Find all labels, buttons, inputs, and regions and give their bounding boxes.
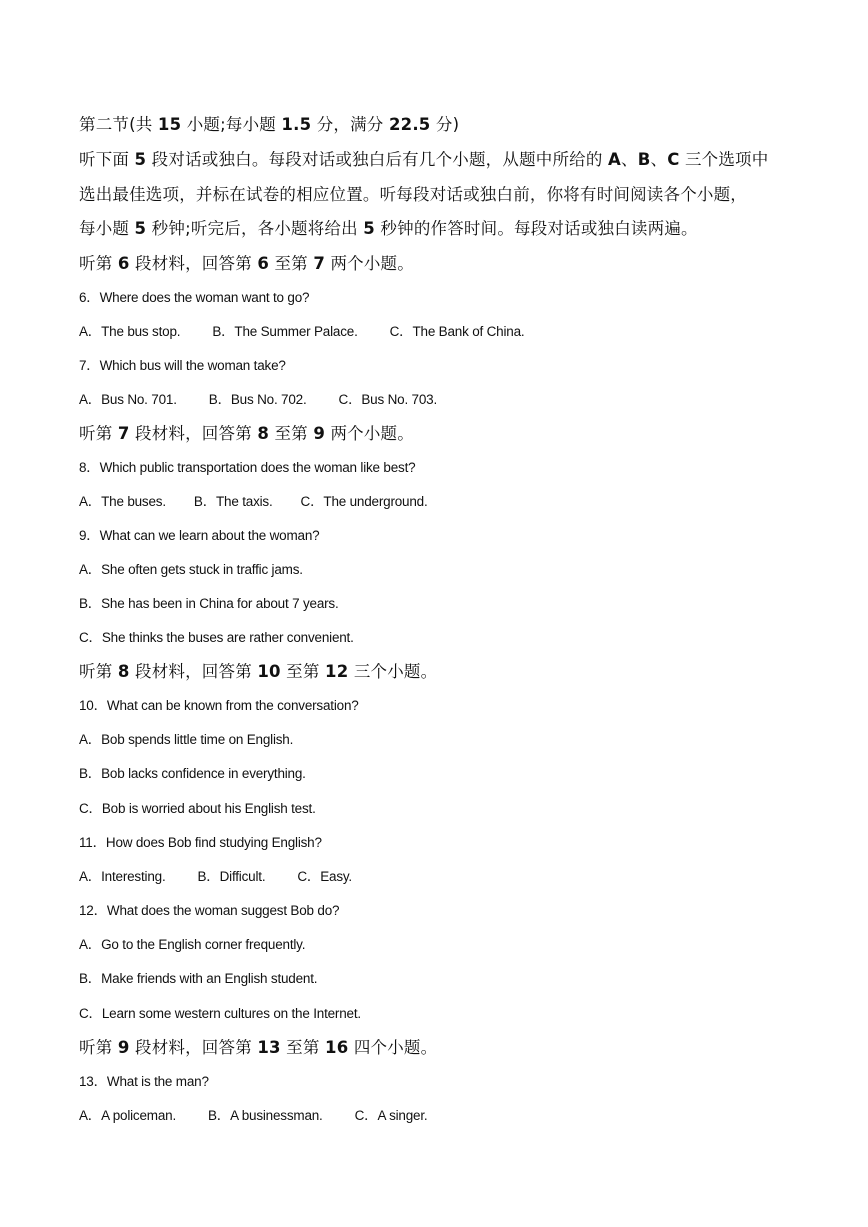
option-b: B．Difficult.: [197, 869, 266, 884]
question-9-option-a: A．She often gets stuck in traffic jams.: [79, 562, 303, 577]
text: 8: [117, 662, 130, 681]
text: 分，满分: [311, 115, 389, 134]
question-13-stem: 13．What is the man?: [79, 1074, 209, 1089]
text: 两个小题。: [325, 424, 414, 443]
question-10-option-b: B．Bob lacks confidence in everything.: [79, 766, 306, 781]
text: 、: [621, 150, 638, 169]
text: 至第: [280, 1038, 326, 1057]
text: 16: [325, 1038, 349, 1057]
text: 听第: [79, 1038, 118, 1057]
question-10-option-c: C．Bob is worried about his English test.: [79, 801, 316, 816]
question-10-option-a: A．Bob spends little time on English.: [79, 732, 294, 747]
material-heading-9: [79, 1034, 437, 1058]
text: 13: [257, 1038, 281, 1057]
option-a: A．Bus No. 701.: [79, 392, 177, 407]
option-b: B．The Summer Palace.: [212, 324, 358, 339]
option-a: A．A policeman.: [79, 1108, 176, 1123]
text: 15: [157, 115, 182, 134]
text: 段材料，回答第: [129, 424, 258, 443]
text: 四个小题。: [348, 1038, 438, 1057]
question-6-stem: 6．Where does the woman want to go?: [79, 290, 310, 305]
question-11-stem: 11．How does Bob find studying English?: [79, 835, 322, 850]
text: 12: [325, 662, 349, 681]
text: 段材料，回答第: [129, 254, 258, 273]
option-c: C．The underground.: [300, 494, 428, 509]
option-c: C．Easy.: [297, 869, 352, 884]
option-b: B．The taxis.: [193, 494, 273, 509]
question-8-options: [79, 490, 428, 510]
question-7-stem: 7．Which bus will the woman take?: [79, 358, 286, 373]
material-heading-7: [79, 420, 414, 444]
text: 22.5: [388, 115, 431, 134]
text: 9: [117, 1038, 130, 1057]
option-a: A．The buses.: [79, 494, 166, 509]
text: C: [667, 150, 680, 169]
option-a: A．The bus stop.: [79, 324, 181, 339]
material-heading-6: [79, 250, 414, 274]
question-12-option-b: B．Make friends with an English student.: [79, 971, 318, 986]
text: 5: [134, 150, 147, 169]
option-a: A．Interesting.: [79, 869, 166, 884]
text: B: [637, 150, 651, 169]
text: 小题;每小题: [181, 115, 282, 134]
text: 至第: [269, 254, 314, 273]
text: 、: [650, 150, 668, 169]
text: 8: [257, 424, 270, 443]
text: 5: [363, 219, 375, 238]
text: 秒钟的作答时间。每段对话或独白读两遍。: [374, 219, 698, 238]
question-10-stem: 10．What can be known from the conversation?: [79, 698, 359, 713]
question-9-option-c: C．She thinks the buses are rather convenient.: [79, 630, 354, 645]
text: 秒钟;听完后，各小题将给出: [146, 219, 364, 238]
text: 段材料，回答第: [129, 1038, 258, 1057]
question-13-options: [79, 1104, 427, 1124]
text: 7: [117, 424, 130, 443]
question-9-stem: 9．What can we learn about the woman?: [79, 528, 320, 543]
instruction-line-1: [79, 146, 768, 170]
text: 每小题: [79, 219, 135, 238]
text: 7: [313, 254, 326, 273]
text: 5: [134, 219, 147, 238]
text: 三个小题。: [348, 662, 438, 681]
question-12-option-a: A．Go to the English corner frequently.: [79, 937, 306, 952]
question-11-options: [79, 865, 352, 885]
option-c: C．Bus No. 703.: [338, 392, 438, 407]
text: 段材料，回答第: [129, 662, 258, 681]
text: 分): [430, 115, 460, 134]
text: 段对话或独白。每段对话或独白后有几个小题，从题中所给的: [146, 150, 609, 169]
option-c: C．A singer.: [354, 1108, 428, 1123]
text: A: [608, 150, 622, 169]
text: 至第: [280, 662, 326, 681]
text: 6: [117, 254, 130, 273]
question-7-options: [79, 388, 437, 408]
question-12-option-c: C．Learn some western cultures on the Internet.: [79, 1006, 361, 1021]
question-8-stem: 8．Which public transportation does the woman like best?: [79, 460, 416, 475]
text: 听下面: [79, 150, 135, 169]
text: 6: [257, 254, 270, 273]
question-12-stem: 12．What does the woman suggest Bob do?: [79, 903, 340, 918]
text: 10: [257, 662, 281, 681]
text: 1.5: [281, 115, 312, 134]
option-c: C．The Bank of China.: [389, 324, 525, 339]
question-6-options: [79, 320, 524, 340]
instruction-line-2: 选出最佳选项，并标在试卷的相应位置。听每段对话或独白前，你将有时间阅读各个小题，: [79, 185, 747, 204]
option-b: B．Bus No. 702.: [208, 392, 307, 407]
text: 三个选项中: [679, 150, 769, 169]
text: 听第: [79, 662, 118, 681]
instruction-line-3: [79, 215, 698, 239]
text: 听第: [79, 254, 118, 273]
text: 9: [313, 424, 326, 443]
section-title: [79, 111, 459, 135]
text: 至第: [269, 424, 314, 443]
option-b: B．A businessman.: [208, 1108, 323, 1123]
material-heading-8: [79, 658, 437, 682]
question-9-option-b: B．She has been in China for about 7 years.: [79, 596, 339, 611]
text: 听第: [79, 424, 118, 443]
text: 第二节(共: [79, 115, 158, 134]
text: 两个小题。: [325, 254, 414, 273]
